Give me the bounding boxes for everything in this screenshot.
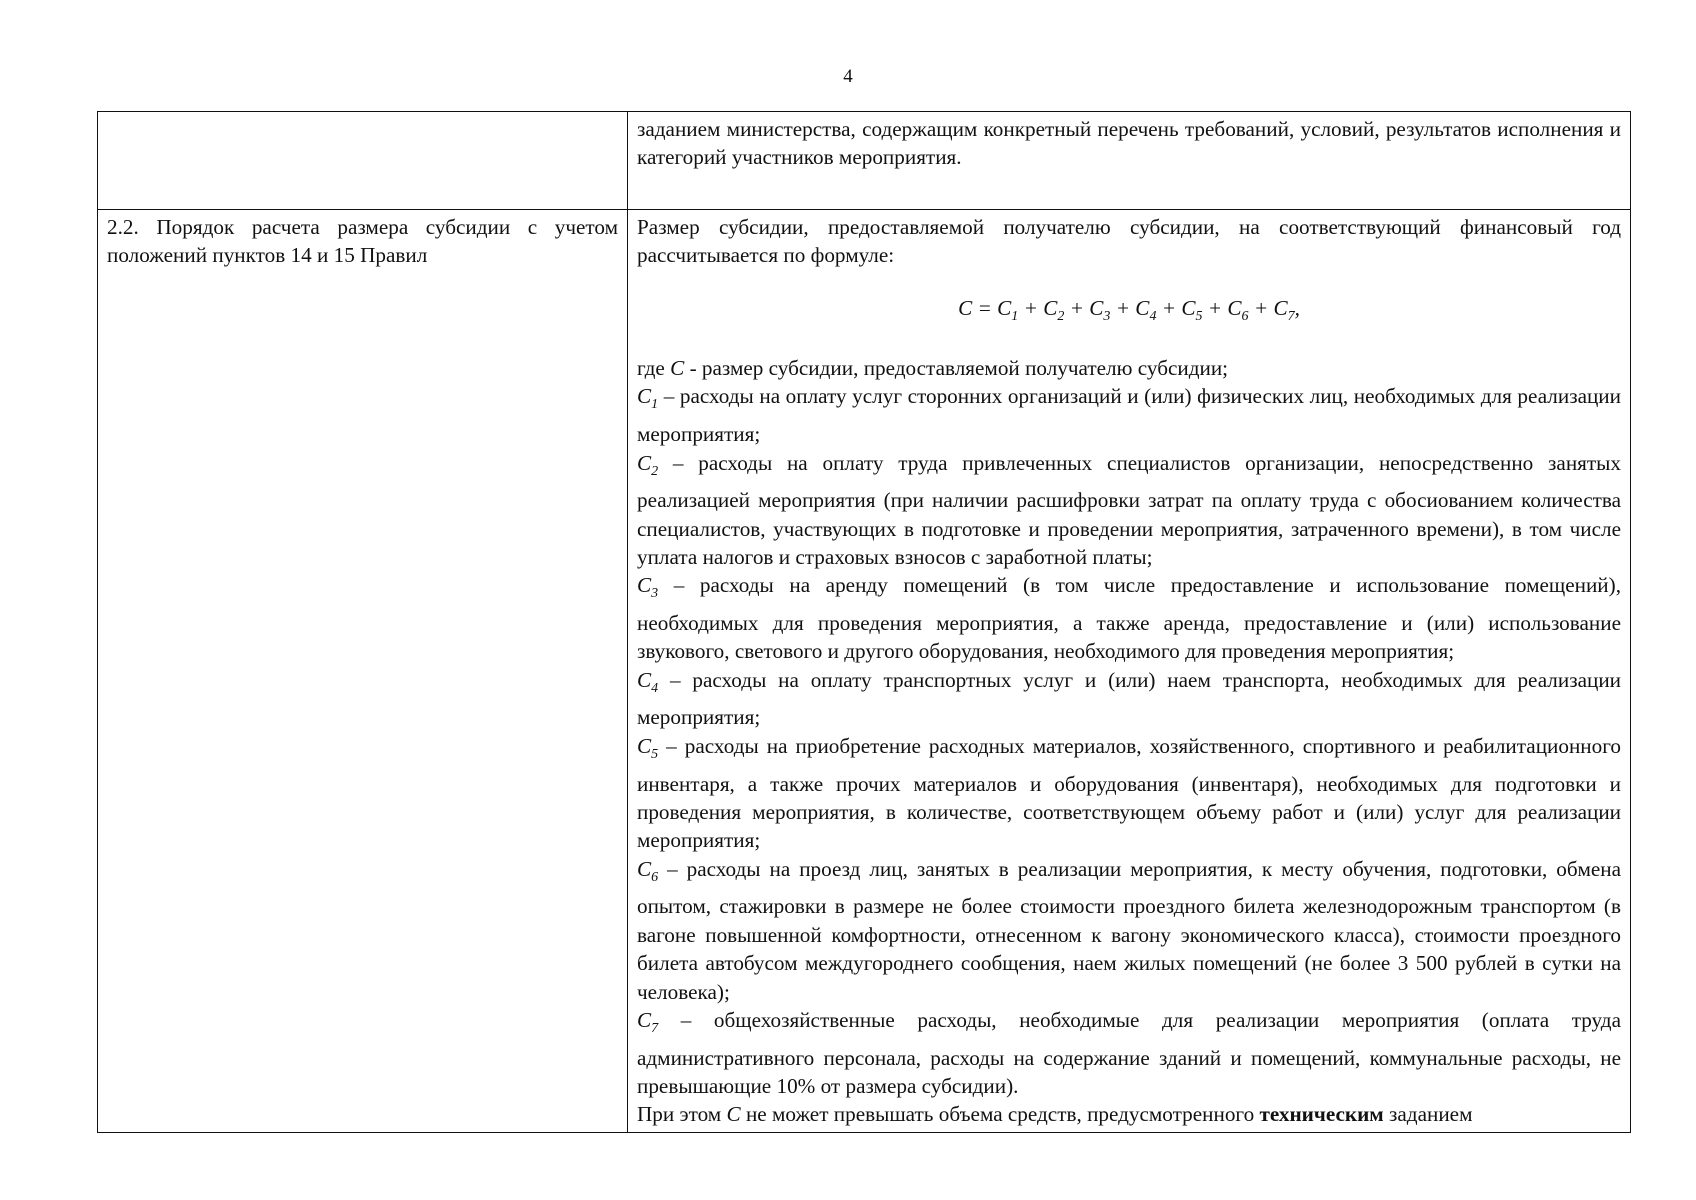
item-sub: 5 [651,747,659,763]
formula-sub: 7 [1287,309,1295,325]
final-text: не может превышать объема средств, предусмотренного [740,1102,1260,1127]
formula-plus: + [1202,295,1228,320]
list-item [637,449,1621,572]
item-sub: 2 [651,463,659,479]
item-text: – расходы на оплату труда привлеченных специалистов организации, непосредственно занятых реализацией мероприятия (при наличии расшифровки затрат па оплату труда с обосиованием количества специалистов, участвующих в подготовке и проведении мероприятия, затраченного времени), в том числе уплата налогов и страховых взносов с заработной платы; [637,450,1621,569]
subsidy-formula [637,293,1621,332]
formula-plus: + [1156,295,1182,320]
item-sub: 3 [651,586,659,602]
final-suffix: заданием [1383,1102,1473,1127]
item-symbol: C [637,1007,652,1032]
list-item [637,382,1621,448]
formula-plus: + [1110,295,1136,320]
formula-term: C [1135,295,1150,320]
item-sub: 6 [651,869,659,885]
list-item [637,571,1621,665]
list-item [637,855,1621,1006]
item-text: – расходы на аренду помещений (в том числе предоставление и использование помещений), необходимых для проведения мероприятия, а также аренда, предоставление и (или) использование звукового, светового и другого оборудования, необходимого для проведения мероприятия; [637,573,1621,664]
formula-term: C [997,295,1012,320]
table-row [98,112,1631,210]
item-text: – расходы на приобретение расходных материалов, хозяйственного, спортивного и реабилитационного инвентаря, а также прочих материалов и оборудования (инвентаря), необходимых для подготовки и проведения мероприятия, в количестве, соответствующем объему работ и (или) услуг для реализации мероприятия; [637,733,1621,853]
formula-term: C [1273,295,1288,320]
row1-right-cell: заданием министерства, содержащим конкретный перечень требований, условий, результатов исполнения и категорий участников мероприятия. [628,112,1631,210]
item-text: – расходы на оплату услуг сторонних организаций и (или) физических лиц, необходимых для реализации мероприятия; [637,384,1621,447]
where-symbol: C [670,356,685,381]
where-line [637,354,1621,382]
formula-lhs: C [958,295,973,320]
final-prefix: При этом [637,1102,727,1127]
formula-sub: 2 [1057,309,1065,325]
list-item [637,666,1621,732]
subsidy-table [97,111,1631,1133]
final-line [637,1100,1621,1128]
formula-sub: 1 [1011,309,1019,325]
item-symbol: C [637,733,652,758]
row2-left-cell: 2.2. Порядок расчета размера субсидии с учетом положений пунктов 14 и 15 Правил [98,210,628,1133]
item-symbol: C [637,667,652,692]
formula-sub: 4 [1149,309,1157,325]
list-item [637,732,1621,855]
page-number: 4 [843,66,853,87]
item-sub: 4 [651,681,659,697]
item-sub: 7 [651,1021,659,1037]
row2-right-cell [628,210,1631,1133]
formula-term: C [1227,295,1242,320]
formula-sub: 6 [1241,309,1249,325]
formula-plus: + [1248,295,1274,320]
item-sub: 1 [651,397,659,413]
formula-eq: = [972,295,998,320]
item-symbol: C [637,384,652,409]
item-symbol: C [637,450,652,475]
item-text: – расходы на проезд лиц, занятых в реализации мероприятия, к месту обучения, подготовки, обмена опытом, стажировки в размере не более стоимости проездного билета железнодорожным транспортом (в вагоне повышенной комфортности, отнесенном к вагону экономического класса), стоимости проездного билета автобусом междугороднего сообщения, наем жилых помещений (не более 3 500 рублей в сутки на человека); [637,856,1621,1004]
formula-term: C [1043,295,1058,320]
formula-intro: Размер субсидии, предоставляемой получателю субсидии, на соответствующий финансовый год рассчитывается по формуле: [637,215,1621,268]
formula-term: C [1181,295,1196,320]
item-symbol: C [637,573,652,598]
item-text: – расходы на оплату транспортных услуг и (или) наем транспорта, необходимых для реализации мероприятия; [637,667,1621,730]
where-prefix: где [637,356,671,381]
item-text: – общехозяйственные расходы, необходимые для реализации мероприятия (оплата труда административного персонала, расходы на содержание зданий и помещений, коммунальные расходы, не превышающие 10% от размера субсидии). [637,1007,1621,1099]
item-symbol: C [637,856,652,881]
row1-left-cell [98,112,628,210]
formula-term: C [1089,295,1104,320]
final-symbol: C [726,1102,741,1127]
formula-plus: + [1064,295,1090,320]
formula-sub: 5 [1195,309,1203,325]
list-item [637,1006,1621,1100]
formula-sub: 3 [1103,309,1111,325]
table-row [98,210,1631,1133]
final-bold: техническим [1259,1102,1384,1127]
formula-plus: + [1018,295,1044,320]
where-text: - размер субсидии, предоставляемой получателю субсидии; [684,356,1229,381]
formula-comma: , [1294,295,1300,320]
